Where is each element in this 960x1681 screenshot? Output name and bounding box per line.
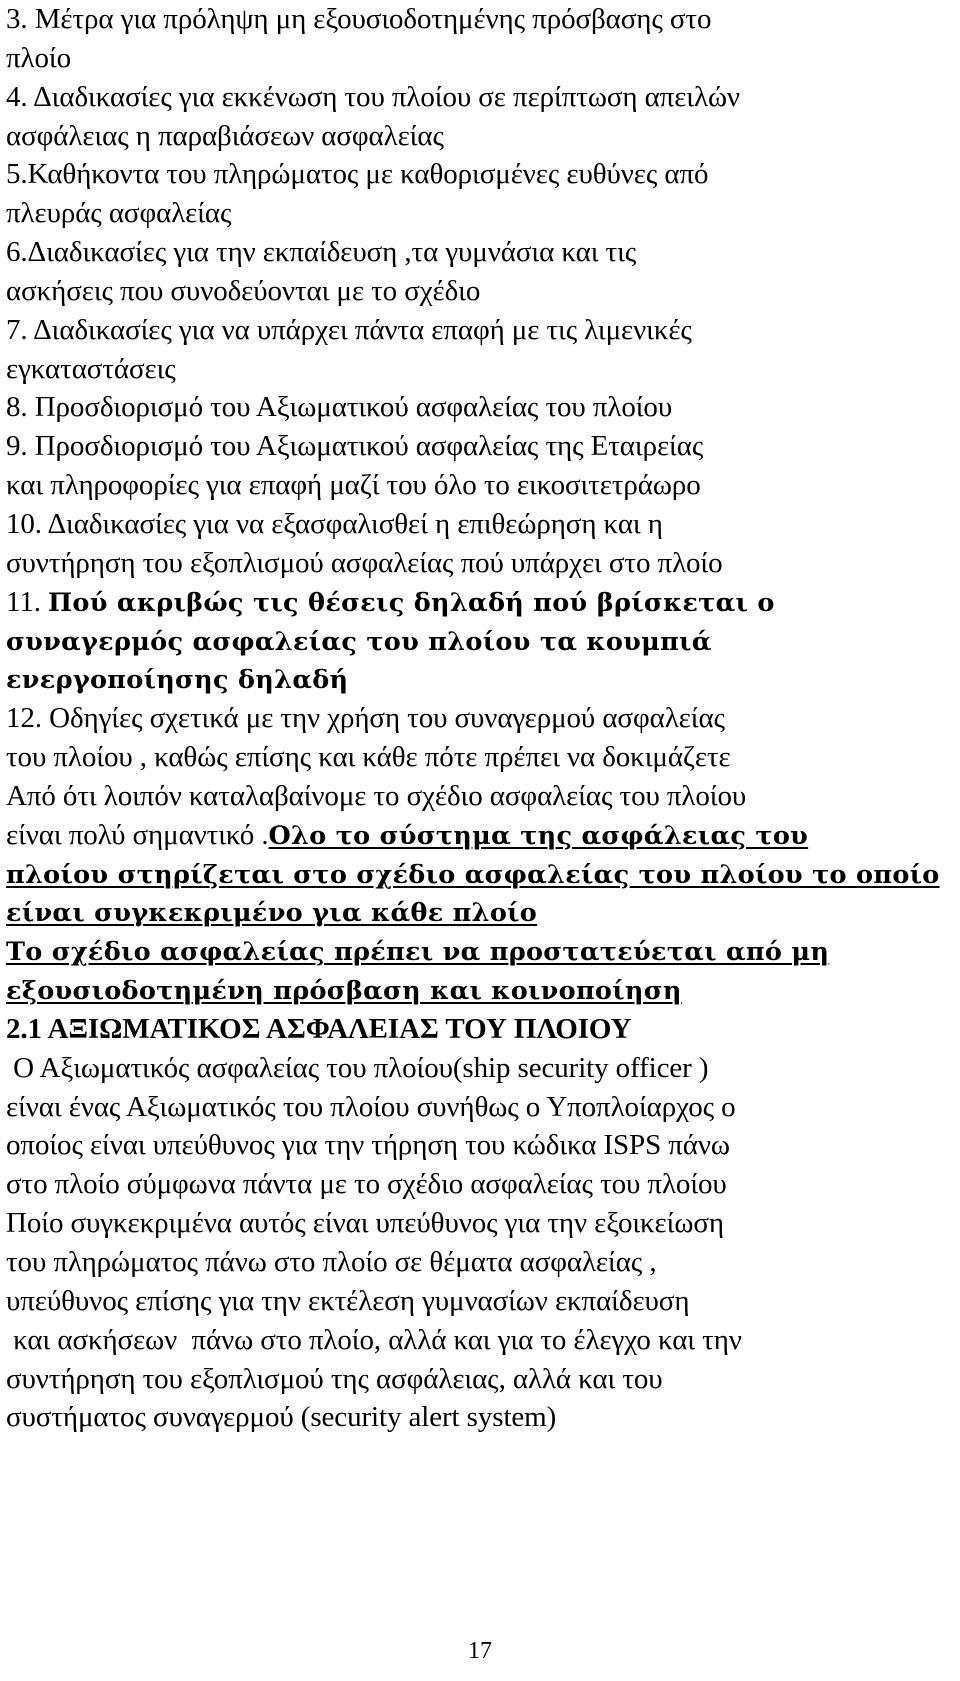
- text-line: στο πλοίο σύμφωνα πάντα με το σχέδιο ασφαλείας του πλοίου: [6, 1168, 727, 1201]
- text-line: 4. Διαδικασίες για εκκένωση του πλοίου σε περίπτωση απειλών: [6, 80, 740, 113]
- text-line: και ασκήσεων πάνω στο πλοίο, αλλά και για το έλεγχο και την: [6, 1323, 742, 1356]
- item-11-line: [6, 583, 956, 622]
- underlined-text: εξουσιοδοτημένη πρόσβαση και κοινοποίηση: [6, 976, 682, 1007]
- text-line: συντήρηση του εξοπλισμού ασφαλείας πού υπάρχει στο πλοίο: [6, 546, 723, 579]
- text-line: Από ότι λοιπόν καταλαβαίνομε το σχέδιο ασφαλείας του πλοίου: [6, 779, 747, 812]
- text-line: 6.Διαδικασίες για την εκπαίδευση ,τα γυμνάσια και τις: [6, 236, 637, 269]
- item-11-bold-text: ενεργοποίησης δηλαδή: [6, 665, 349, 696]
- text-line: του πλοίου , καθώς επίσης και κάθε πότε πρέπει να δοκιμάζετε: [6, 741, 731, 774]
- text-line: υπεύθυνος επίσης για την εκτέλεση γυμνασίων εκπαίδευση: [6, 1284, 690, 1317]
- text-line: 10. Διαδικασίες για να εξασφαλισθεί η επιθεώρηση και η: [6, 507, 663, 540]
- text-line: 12. Οδηγίες σχετικά με την χρήση του συναγερμού ασφαλείας: [6, 702, 725, 735]
- underlined-line: [6, 971, 956, 1010]
- text-line: πλοίο: [6, 41, 72, 74]
- text-line: Ο Αξιωματικός ασφαλείας του πλοίου(ship security officer ): [6, 1051, 709, 1084]
- item-11-line: [6, 622, 956, 661]
- important-plain-text: είναι πολύ σημαντικό .: [6, 818, 269, 851]
- text-line: ασκήσεις που συνοδεύονται με το σχέδιο: [6, 274, 481, 307]
- text-line: συντήρηση του εξοπλισμού της ασφάλειας, αλλά και του: [6, 1362, 663, 1395]
- underlined-line: [6, 855, 956, 894]
- section-heading: 2.1 ΑΞΙΩΜΑΤΙΚΟΣ ΑΣΦΑΛΕΙΑΣ ΤΟΥ ΠΛΟΙΟΥ: [6, 1012, 632, 1045]
- document-page: [6, 0, 956, 1437]
- text-line: πλευράς ασφαλείας: [6, 197, 232, 230]
- text-line: 5.Καθήκοντα του πληρώματος με καθορισμένες ευθύνες από: [6, 158, 709, 191]
- underlined-line: [6, 932, 956, 971]
- underlined-line: [6, 893, 956, 932]
- underlined-text: Το σχέδιο ασφαλείας πρέπει να προστατεύεται από μη: [6, 937, 830, 968]
- text-line: Ποίο συγκεκριμένα αυτός είναι υπεύθυνος για την εξοικείωση: [6, 1207, 724, 1240]
- text-line: 8. Προσδιορισμό του Αξιωματικού ασφαλείας του πλοίου: [6, 391, 673, 424]
- text-line: 7. Διαδικασίες για να υπάρχει πάντα επαφή με τις λιμενικές: [6, 313, 692, 346]
- item-11-bold-text: Πού ακριβώς τις θέσεις δηλαδή πού βρίσκεται ο: [48, 587, 775, 618]
- text-line: συστήματος συναγερμού (security alert system): [6, 1401, 557, 1434]
- item-11-bold-text: συναγερμός ασφαλείας του πλοίου τα κουμπιά: [6, 626, 712, 657]
- text-line: και πληροφορίες για επαφή μαζί του όλο το εικοσιτετράωρο: [6, 469, 701, 502]
- text-line: 9. Προσδιορισμό του Αξιωματικού ασφαλείας της Εταιρείας: [6, 430, 704, 463]
- text-line: 3. Μέτρα για πρόληψη μη εξουσιοδοτημένης πρόσβασης στο: [6, 3, 712, 35]
- text-line: του πληρώματος πάνω στο πλοίο σε θέματα ασφαλείας ,: [6, 1246, 657, 1278]
- underlined-text: είναι συγκεκριμένο για κάθε πλοίο: [6, 898, 538, 929]
- important-line: [6, 816, 956, 855]
- text-line: είναι ένας Αξιωματικός του πλοίου συνήθως ο Υποπλοίαρχος ο: [6, 1090, 736, 1123]
- item-11-number: 11.: [6, 585, 49, 618]
- text-line: ασφάλειας η παραβιάσεων ασφαλείας: [6, 119, 444, 152]
- important-underlined-text: Ολο το σύστημα της ασφάλειας του: [268, 820, 809, 851]
- page-number: 17: [468, 1638, 492, 1664]
- item-11-line: [6, 660, 956, 699]
- text-line: οποίος είναι υπεύθυνος για την τήρηση του κώδικα ISPS πάνω: [6, 1129, 730, 1162]
- text-line: εγκαταστάσεις: [6, 352, 176, 385]
- underlined-text: πλοίου στηρίζεται στο σχέδιο ασφαλείας του πλοίου το οποίο: [6, 859, 940, 890]
